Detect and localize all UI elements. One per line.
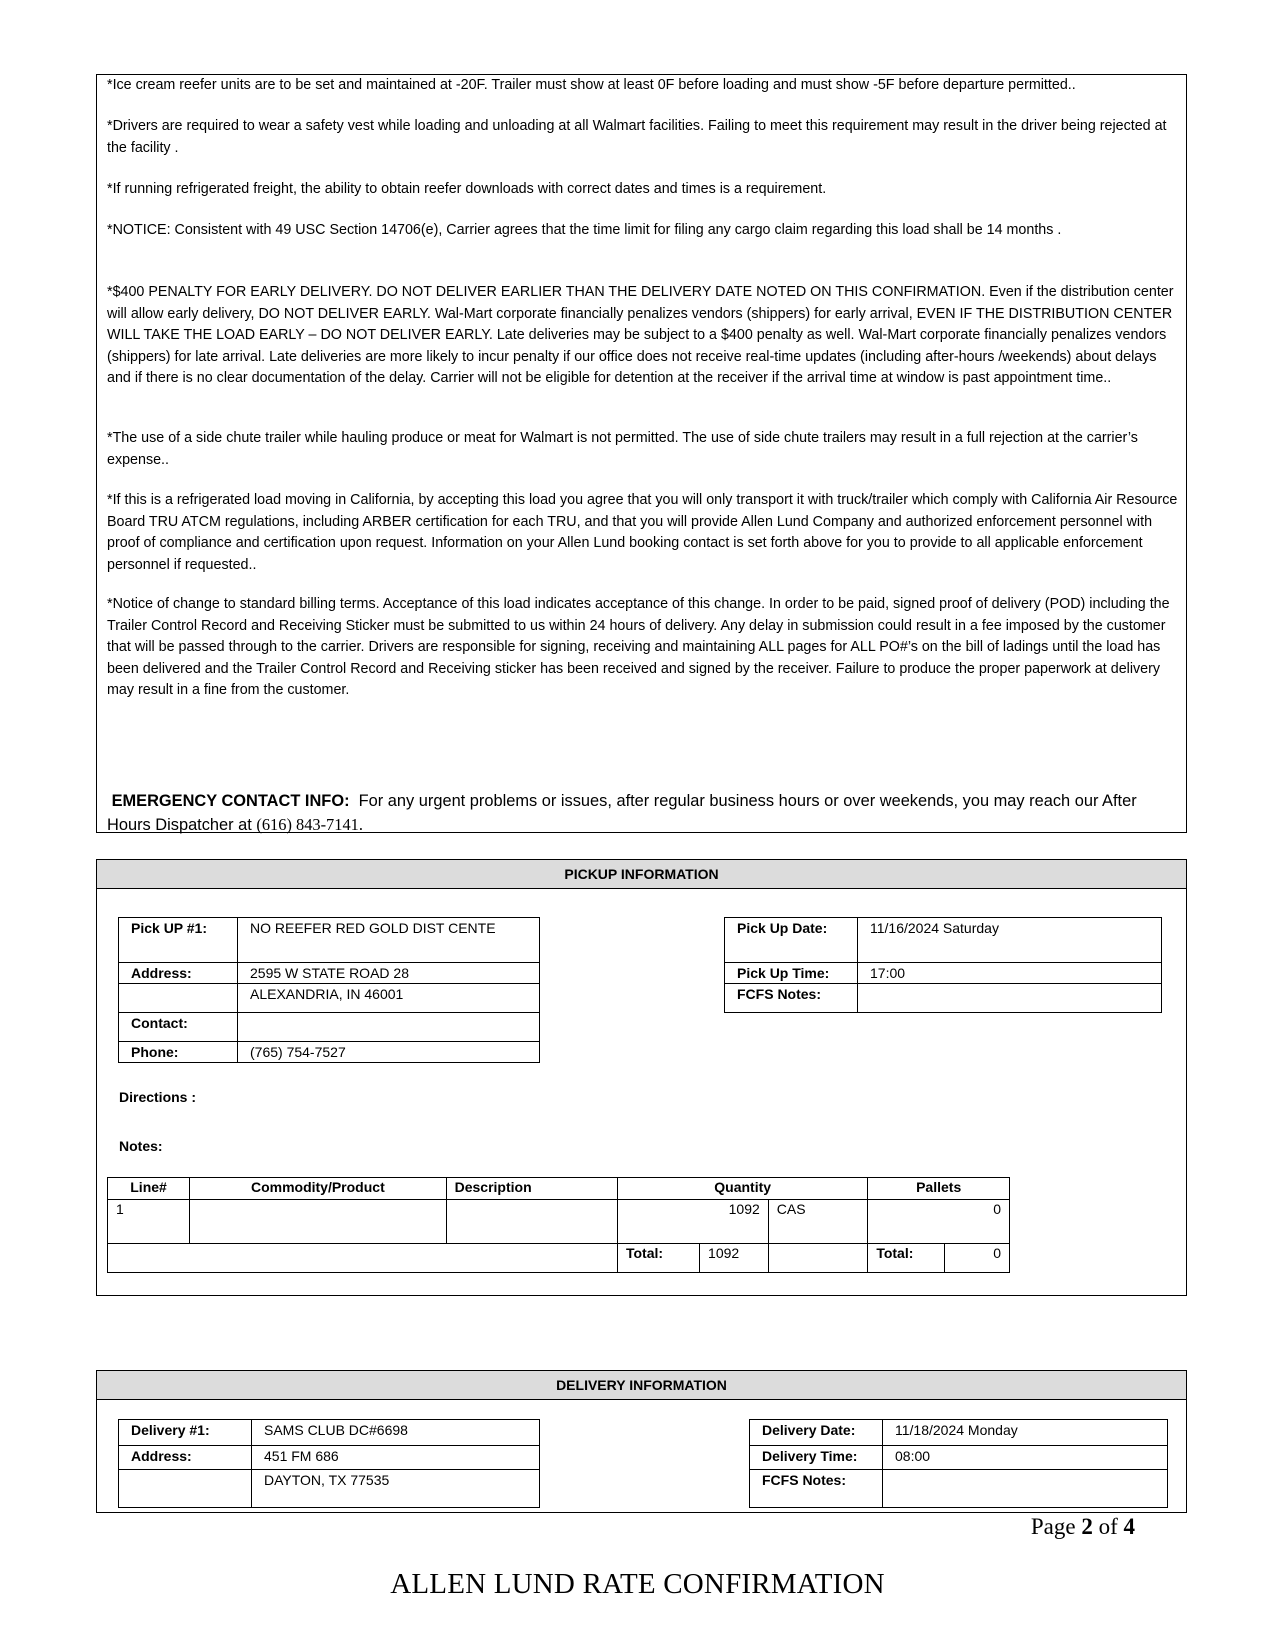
note-early-delivery-penalty: *$400 PENALTY FOR EARLY DELIVERY. DO NOT DELIVER EARLIER THAN THE DELIVERY DATE NOTED ON THIS CONFIRMATION. Even if the distribution center will allow early delivery, DO NOT DELIVER EARLY. Wal-Mart corporate financially penalizes vendors (shippers) for early arrival, EVEN IF THE DISTRIBUTION CENTER WILL TAKE THE LOAD EARLY – DO NOT DELIVER EARLY. Late deliveries may be subject to a $400 penalty as well. Wal-Mart corporate financially penalizes vendors (shippers) for late arrival. Late deliveries are more likely to incur penalty if our office does not receive real-time updates (including after-hours /weekends) about delays and if there is no clear documentation of the delay. Carrier will not be eligible for detention at the receiver if the arrival time at window is past appointment time.. — [107, 284, 1174, 387]
pickup-time-value: 17:00 — [858, 963, 1162, 984]
pickup-number-label: Pick UP #1: — [119, 918, 238, 963]
pallets-total-value: 0 — [945, 1244, 1010, 1273]
delivery-address-empty-label — [119, 1470, 252, 1508]
pickup-date-label: Pick Up Date: — [725, 918, 858, 963]
delivery-number-label: Delivery #1: — [119, 1420, 252, 1446]
pickup-contact-value — [238, 1013, 540, 1042]
pickup-phone-value: (765) 754-7527 — [238, 1042, 540, 1063]
unit-total-empty — [768, 1244, 868, 1273]
delivery-fcfs-label: FCFS Notes: — [750, 1470, 883, 1508]
delivery-address-line1: 451 FM 686 — [252, 1446, 540, 1470]
row-pallets: 0 — [868, 1200, 1010, 1244]
delivery-section — [96, 1370, 1187, 1513]
delivery-date-value: 11/18/2024 Monday — [883, 1420, 1168, 1446]
delivery-time-label: Delivery Time: — [750, 1446, 883, 1470]
delivery-date-label: Delivery Date: — [750, 1420, 883, 1446]
pickup-contact-label: Contact: — [119, 1013, 238, 1042]
header-description: Description — [446, 1178, 617, 1200]
pickup-location-table — [118, 917, 540, 1063]
row-unit: CAS — [768, 1200, 868, 1244]
pickup-address-label: Address: — [119, 963, 238, 984]
header-quantity: Quantity — [617, 1178, 867, 1200]
pickup-phone-label: Phone: — [119, 1042, 238, 1063]
delivery-location-table — [118, 1419, 540, 1508]
document-footer-title: ALLEN LUND RATE CONFIRMATION — [390, 1568, 885, 1600]
note-ice-cream: *Ice cream reefer units are to be set and maintained at -20F. Trailer must show at least 0F before loading and must show -5F before departure permitted.. — [107, 77, 1076, 93]
note-safety-vest: *Drivers are required to wear a safety vest while loading and unloading at all Walmart facilities. Failing to meet this requirement may result in the driver being rejected at the facility . — [107, 118, 1167, 156]
delivery-section-title: DELIVERY INFORMATION — [97, 1371, 1186, 1400]
emergency-contact — [107, 789, 1182, 837]
pickup-fcfs-value — [858, 984, 1162, 1013]
row-line-number: 1 — [108, 1200, 190, 1244]
header-pallets: Pallets — [868, 1178, 1010, 1200]
delivery-fcfs-value — [883, 1470, 1168, 1508]
row-commodity — [190, 1200, 447, 1244]
pickup-time-label: Pick Up Time: — [725, 963, 858, 984]
page-of: of — [1098, 1514, 1118, 1539]
note-side-chute: *The use of a side chute trailer while hauling produce or meat for Walmart is not permitted. The use of side chute trailers may result in a full rejection at the carrier’s expense.. — [107, 430, 1138, 468]
pickup-address-empty-label — [119, 984, 238, 1013]
terms-notes-box — [96, 74, 1187, 833]
delivery-time-value: 08:00 — [883, 1446, 1168, 1470]
delivery-schedule-table — [749, 1419, 1168, 1508]
pickup-section-title: PICKUP INFORMATION — [97, 860, 1186, 889]
page-current: 2 — [1081, 1514, 1093, 1539]
delivery-facility-name: SAMS CLUB DC#6698 — [252, 1420, 540, 1446]
page-total: 4 — [1123, 1514, 1135, 1539]
row-quantity: 1092 — [617, 1200, 768, 1244]
emergency-phone: (616) 843-7141. — [256, 815, 363, 834]
page-number — [1031, 1514, 1135, 1540]
note-reefer-downloads: *If running refrigerated freight, the ability to obtain reefer downloads with correct dates and times is a requirement. — [107, 181, 827, 197]
note-california-carb: *If this is a refrigerated load moving in California, by accepting this load you agree that you will only transport it with truck/trailer which comply with California Air Resource Board TRU ATCM regulations, including ARBER certification for each TRU, and that you will provide Allen Lund Company and authorized enforcement personnel with proof of compliance and certification upon request. Information on your Allen Lund booking contact is set forth above for you to provide to all applicable enforcement personnel if requested.. — [107, 492, 1178, 573]
line-items-header-row — [108, 1178, 1010, 1200]
note-billing-terms: *Notice of change to standard billing terms. Acceptance of this load indicates acceptance of this change. In order to be paid, signed proof of delivery (POD) including the Trailer Control Record and Receiving Sticker must be submitted to us within 24 hours of delivery. Any delay in submission could result in a fee imposed by the customer that will be passed through to the carrier. Drivers are responsible for signing, receiving and maintaining ALL pages for ALL PO#’s on the bill of ladings until the load has been delivered and the Trailer Control Record and Receiving sticker has been received and signed by the receiver. Failure to produce the proper paperwork at delivery may result in a fine from the customer. — [107, 596, 1170, 699]
pickup-address-line1: 2595 W STATE ROAD 28 — [238, 963, 540, 984]
qty-total-label: Total: — [617, 1244, 699, 1273]
pickup-directions-label: Directions : — [119, 1089, 197, 1105]
pickup-line-items-table — [107, 1177, 1010, 1273]
page-prefix: Page — [1030, 1514, 1076, 1539]
totals-row — [108, 1244, 1010, 1273]
emergency-text: For any urgent problems or issues, after regular business hours or over weekends, you may reach our After Hours Dispatcher at — [107, 792, 1137, 834]
pallets-total-label: Total: — [868, 1244, 945, 1273]
qty-total-value: 1092 — [700, 1244, 769, 1273]
emergency-label: EMERGENCY CONTACT INFO: — [111, 792, 350, 810]
pickup-schedule-table — [724, 917, 1162, 1013]
table-row — [108, 1200, 1010, 1244]
totals-spacer — [108, 1244, 618, 1273]
pickup-facility-name: NO REEFER RED GOLD DIST CENTE — [238, 918, 540, 963]
note-cargo-claim: *NOTICE: Consistent with 49 USC Section 14706(e), Carrier agrees that the time limit for filing any cargo claim regarding this load shall be 14 months . — [107, 222, 1062, 238]
header-commodity: Commodity/Product — [190, 1178, 447, 1200]
delivery-address-label: Address: — [119, 1446, 252, 1470]
pickup-notes-label: Notes: — [119, 1138, 163, 1154]
row-description — [446, 1200, 617, 1244]
pickup-fcfs-label: FCFS Notes: — [725, 984, 858, 1013]
pickup-address-line2: ALEXANDRIA, IN 46001 — [238, 984, 540, 1013]
header-line: Line# — [108, 1178, 190, 1200]
delivery-address-line2: DAYTON, TX 77535 — [252, 1470, 540, 1508]
pickup-date-value: 11/16/2024 Saturday — [858, 918, 1162, 963]
pickup-section — [96, 859, 1187, 1296]
